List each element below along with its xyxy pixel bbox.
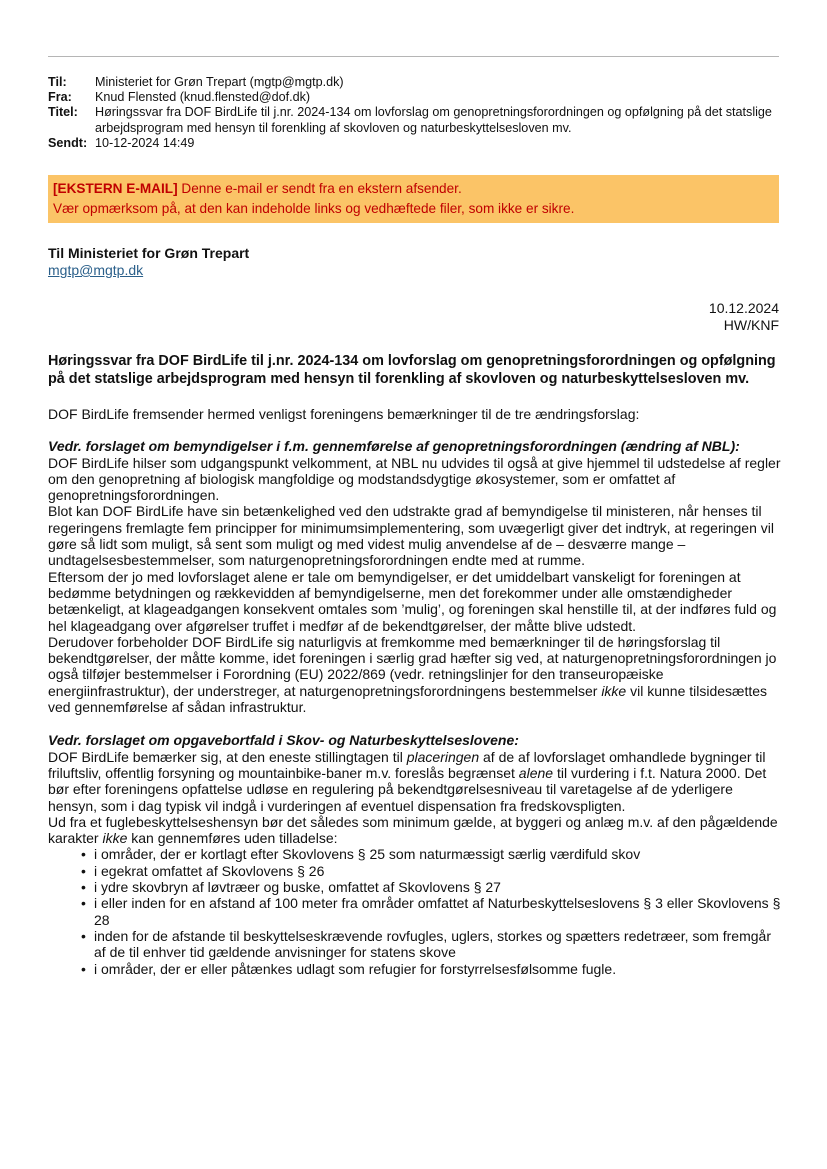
from-value: Knud Flensted (knud.flensted@dof.dk) — [95, 90, 311, 105]
recipient-block — [48, 245, 249, 279]
sent-row — [48, 136, 783, 151]
section-gap — [48, 715, 783, 732]
external-email-warning — [48, 175, 779, 223]
subject-row — [48, 105, 783, 135]
list-item: • i ydre skovbryn af løvtræer og buske, omfattet af Skovlovens § 27 — [81, 879, 783, 895]
sent-value: 10-12-2024 14:49 — [95, 135, 195, 150]
from-label: Fra: — [48, 90, 72, 105]
s2-p1-emphasis-1: placeringen — [406, 748, 480, 765]
s1-p4-text-b: vil kunne tilsidesættes ved gennemførelse af sådan infrastruktur. — [48, 682, 768, 716]
list-item: • inden for de afstande til beskyttelseskrævende rovfugles, uglers, storkes og spætters redetræer, som fremgår af de til enhver tid gældende anvisninger for statens skove — [81, 928, 783, 961]
s2-p2-text-b: kan gennemføres uden tilladelse: — [127, 830, 338, 847]
from-row — [48, 90, 783, 105]
letter-intro: DOF BirdLife fremsender hermed venligst foreningens bemærkninger til de tre ændringsforslag: — [48, 406, 640, 422]
recipient-title: Til Ministeriet for Grøn Trepart — [48, 245, 250, 261]
permit-conditions-list — [48, 846, 783, 976]
email-header — [48, 75, 783, 151]
warning-line-1 — [53, 179, 779, 199]
sent-label: Sendt: — [48, 135, 88, 150]
letter-title: Høringssvar fra DOF BirdLife til j.nr. 2024-134 om lovforslag om genopretningsforordningen og opfølgning på det statslige arbejdsprogram med hensyn til forenkling af skovloven og naturbeskyttelsesloven mv. — [48, 353, 776, 387]
s2-p1-text-a: DOF BirdLife bemærker sig, at den eneste stillingtagen til — [48, 748, 407, 765]
s2-p1-text-c: til vurdering i f.t. Natura 2000. Det bør efter foreningens opfattelse udløse en regulering på bekendtgørelsesniveau til varetagelse af de yderligere hensyn, som i dag typisk vil indgå i vurderingen af eventuel dispensation fra fredskovspligten. — [48, 764, 767, 814]
section-1-paragraph-2: Blot kan DOF BirdLife have sin betænkelighed ved den udstrakte grad af bemyndigelse til ministeren, når henses til regeringens fremlagte fem principper for minimumsimplementering, som uvægerligt giver det indtryk, at regeringen vil gøre så lidt som muligt, så sent som muligt og med videst mulig anvendelse af de – desværre mange –undtagelsesbestemmelser, som naturgenopretningsforordningen endte med at rumme. — [48, 503, 774, 569]
warning-text-1: Denne e-mail er sendt fra en ekstern afsender. — [177, 181, 462, 196]
section-1-heading: Vedr. forslaget om bemyndigelser i f.m. gennemførelse af genopretningsforordningen (ændring af NBL): — [48, 438, 740, 455]
warning-line-2: Vær opmærksom på, at den kan indeholde links og vedhæftede filer, som ikke er sikre. — [53, 201, 575, 216]
letter-body — [48, 352, 783, 977]
section-2-paragraph-2 — [48, 814, 783, 847]
subject-label: Titel: — [48, 105, 78, 120]
list-item: • i områder, der er kortlagt efter Skovlovens § 25 som naturmæssigt særlig værdifuld skov — [81, 846, 783, 862]
s2-p2-text-a: Ud fra et fuglebeskyttelseshensyn bør det således som minimum gælde, at byggeri og anlæg m.v. af den pågældende karakter — [48, 813, 778, 847]
section-1-paragraph-1: DOF BirdLife hilser som udgangspunkt velkomment, at NBL nu udvides til også at give hjemmel til udstedelse af regler om den genopretning af biologisk mangfoldige og modstandsdygtige økosystemer, som er omfattet af genopretningsforordningen. — [48, 454, 781, 504]
section-1-paragraph-4 — [48, 634, 783, 715]
subject-value: Høringssvar fra DOF BirdLife til j.nr. 2024-134 om lovforslag om genopretningsforordningen og opfølgning på det statslige arbejdsprogram med hensyn til forenkling af skovloven og naturbeskyttelsesloven mv. — [95, 105, 772, 135]
list-item: • i eller inden for en afstand af 100 meter fra områder omfattet af Naturbeskyttelseslovens § 3 eller Skovlovens § 28 — [81, 895, 783, 928]
s1-p4-emphasis: ikke — [601, 682, 627, 699]
date-block — [709, 300, 779, 334]
to-label: Til: — [48, 75, 67, 89]
recipient-email-link[interactable]: mgtp@mgtp.dk — [48, 262, 144, 278]
letter-reference: HW/KNF — [723, 317, 779, 333]
list-item: • i områder, der er eller påtænkes udlagt som refugier for forstyrrelsesfølsomme fugle. — [81, 961, 783, 977]
to-row — [48, 75, 783, 90]
section-1-paragraph-3: Eftersom der jo med lovforslaget alene er tale om bemyndigelser, er det umiddelbart vanskeligt for foreningen at bedømme betydningen og rækkevidden af bemyndigelserne, men det forekommer under alle omstændigheder betænkeligt, at klageadgangen konsekvent omtales som ’mulig’, og foreningen skal henstille til, at der indføres fuld og hel klageadgang over afgørelser truffet i medfør af de bekendtgørelser, der måtte blive udstedt. — [48, 568, 777, 634]
section-2-paragraph-1 — [48, 749, 783, 814]
s1-p4-text-a: Derudover forbeholder DOF BirdLife sig naturligvis at fremkomme med bemærkninger til de høringsforslag til bekendtgørelser, der måtte komme, idet foreningen i særlig grad hæfter sig ved, at naturgenopretningsforordningen jo også tilføjer bestemmelser i Forordning (EU) 2022/869 (vedr. retningslinjer for den transeuropæiske energiinfrastruktur), der understreger, at naturgenopretningsforordningens bestemmelser — [48, 633, 777, 699]
s2-p1-text-b: af de af lovforslaget omhandlede bygninger til friluftsliv, offentlig forsyning og mountainbike-baner m.v. foreslås begrænset — [48, 748, 766, 781]
letter-date: 10.12.2024 — [708, 300, 779, 316]
warning-tag: [EKSTERN E-MAIL] — [53, 181, 178, 196]
header-divider — [48, 56, 779, 57]
s2-p2-emphasis: ikke — [102, 830, 128, 847]
to-value: Ministeriet for Grøn Trepart (mgtp@mgtp.dk) — [95, 75, 344, 89]
s2-p1-emphasis-2: alene — [518, 764, 554, 781]
list-item: • i egekrat omfattet af Skovlovens § 26 — [81, 863, 783, 879]
section-2-heading: Vedr. forslaget om opgavebortfald i Skov- og Naturbeskyttelseslovene: — [48, 732, 519, 749]
